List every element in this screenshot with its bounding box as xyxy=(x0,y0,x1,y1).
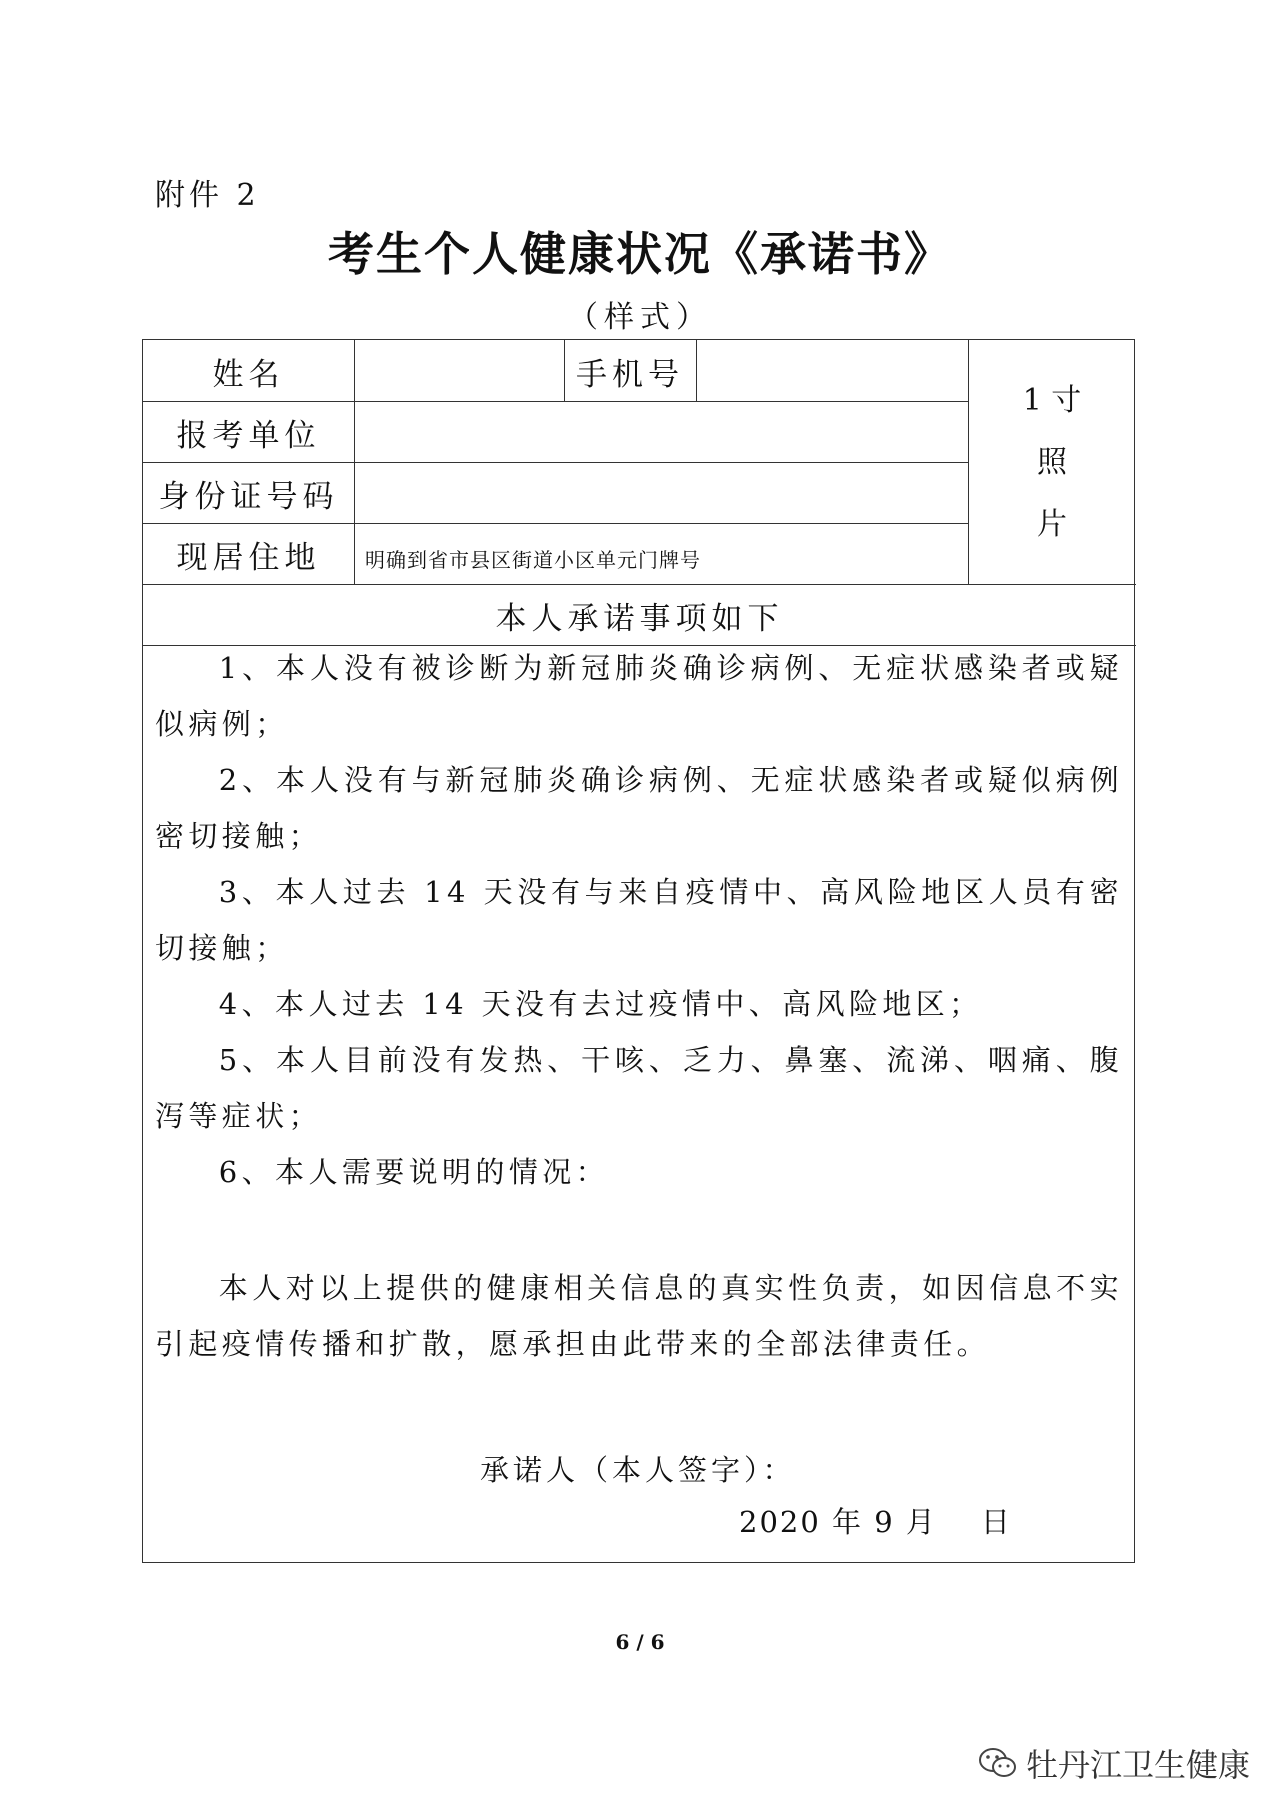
attachment-label: 附件 2 xyxy=(155,178,260,213)
commitment-item: 3、本人过去 14 天没有与来自疫情中、高风险地区人员有密切接触； xyxy=(155,875,1123,965)
name-field[interactable] xyxy=(355,340,564,401)
commitments-header: 本人承诺事项如下 xyxy=(495,601,784,637)
commitment-item: 2、本人没有与新冠肺炎确诊病例、无症状感染者或疑似病例密切接触； xyxy=(155,763,1123,853)
phone-label: 手机号 xyxy=(576,356,684,393)
commitment-item: 5、本人目前没有发热、干咳、乏力、鼻塞、流涕、咽痛、腹泻等症状； xyxy=(155,1043,1123,1133)
page-number: 6 / 6 xyxy=(615,1630,665,1654)
commitment-item: 1、本人没有被诊断为新冠肺炎确诊病例、无症状感染者或疑似病例； xyxy=(155,651,1123,741)
commitment-item: 4、本人过去 14 天没有去过疫情中、高风险地区； xyxy=(218,987,983,1021)
declaration-text: 本人对以上提供的健康相关信息的真实性负责，如因信息不实引起疫情传播和扩散，愿承担由此带来的全部法律责任。 xyxy=(155,1271,1123,1361)
commitment-item: 6、本人需要说明的情况： xyxy=(218,1155,610,1189)
date-day-suffix: 日 xyxy=(980,1505,1012,1539)
id-field[interactable] xyxy=(355,463,968,523)
watermark-text: 牡丹江卫生健康 xyxy=(1026,1746,1251,1784)
document-title: 考生个人健康状况《承诺书》 xyxy=(328,227,952,281)
commitment-form xyxy=(142,339,1135,1563)
unit-label: 报考单位 xyxy=(176,418,321,454)
photo-box xyxy=(968,340,1136,585)
photo-size-text: 1 寸 xyxy=(1022,382,1082,418)
signature-date xyxy=(739,1500,1012,1541)
photo-text-pian: 片 xyxy=(1037,506,1067,542)
commitments-body xyxy=(155,640,1123,1372)
unit-field[interactable] xyxy=(355,402,968,462)
signature-label: 承诺人（本人签字）： xyxy=(480,1453,796,1487)
phone-field[interactable] xyxy=(697,340,968,401)
watermark xyxy=(978,1740,1250,1786)
document-subtitle: （样式） xyxy=(568,300,712,335)
date-prefix: 2020 年 9 月 xyxy=(739,1505,937,1539)
wechat-icon xyxy=(978,1746,1018,1780)
id-label: 身份证号码 xyxy=(158,479,339,515)
photo-text-zhao: 照 xyxy=(1037,444,1067,480)
name-label: 姓名 xyxy=(212,356,285,393)
address-field[interactable] xyxy=(365,532,965,584)
address-hint: 明确到省市县区街道小区单元门牌号 xyxy=(365,547,701,572)
address-label: 现居住地 xyxy=(176,540,321,576)
